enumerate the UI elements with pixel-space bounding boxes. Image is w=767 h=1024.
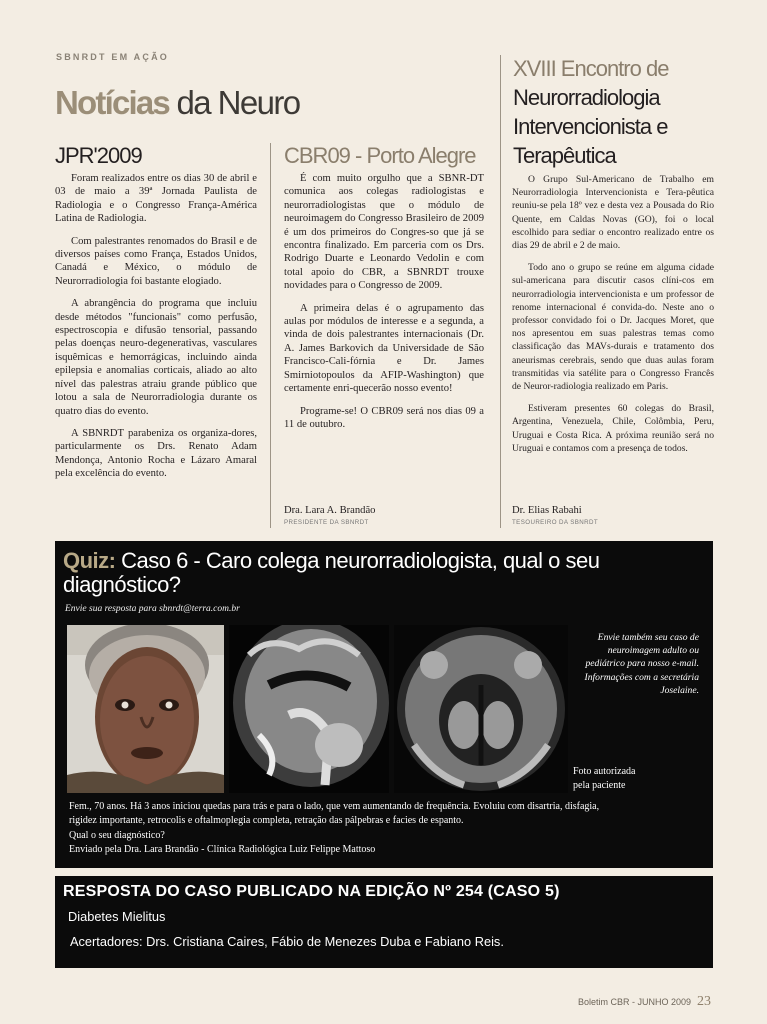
col2-paragraph: É com muito orgulho que a SBNR-DT comunica aos colegas radiologistas e neurorradiologistas que o módulo de neuroimagem do Congresso Brasileiro de 2009 é um dos primeiros do Congres-so que já se encontra finalizado. Em parceria com os Drs. Rodrigo Duarte e Leonardo Vedolin e com total apoio do CBR, a SBNRDT trouxe novidades para o Congresso de 2009. [284, 173, 484, 292]
quiz-title [63, 549, 703, 597]
col2-signature: Dra. Lara A. Brandão [284, 505, 376, 516]
quiz-question: Caso 6 - Caro colega neurorradiologista, qual o seu diagnóstico? [63, 548, 600, 597]
col3-title-line: XVIII Encontro de [513, 56, 669, 81]
quiz-description-line: Enviado pela Dra. Lara Brandão - Clínica Radiológica Luiz Felippe Mattoso [69, 843, 376, 855]
mri-axial-image [394, 625, 568, 793]
col3-title [513, 54, 713, 170]
patient-photo-image [67, 625, 224, 793]
col3-title-line: Neurorradiologia [513, 85, 660, 110]
page-number: 23 [697, 994, 711, 1009]
col2-paragraph: Programe-se! O CBR09 será nos dias 09 a 11 de outubro. [284, 405, 484, 430]
quiz-side-note: Envie também seu caso de neuroimagem adulto ou pediátrico para nosso e-mail. Informações com a secretária Joselaine. [584, 632, 699, 696]
mri-sagittal-graphic [229, 625, 389, 793]
page-title-rest: da Neuro [168, 84, 300, 121]
quiz-description [69, 800, 709, 857]
col3-role: TESOUREIRO DA SBNRDT [512, 519, 599, 526]
quiz-description-line: rigidez importante, retrocolis e oftalmoplegia completa, retração das pálpebras e facies de espanto. [69, 815, 464, 827]
quiz-box [55, 541, 713, 868]
mri-axial-graphic [394, 625, 568, 793]
photo-authorization-line: pela paciente [573, 780, 626, 791]
quiz-email-line: Envie sua resposta para sbnrdt@terra.com.br [65, 604, 240, 614]
col3-body [512, 173, 714, 464]
answer-winners: Acertadores: Drs. Cristiana Caires, Fábio de Menezes Duba e Fabiano Reis. [70, 934, 504, 949]
col1-title: JPR'2009 [55, 143, 142, 168]
col3-paragraph: O Grupo Sul-Americano de Trabalho em Neurorradiologia Intervencionista e Tera-pêutica reuniu-se pela 18º vez e desta vez a Pousada do Rio Quente, em Caldas Novas (GO), foi o local escolhido para sediar o encontro realizado entre os dias 29 de abril e 2 de maio. [512, 174, 714, 252]
col1-paragraph: A SBNRDT parabeniza os organiza-dores, particularmente os Drs. Renato Adam Mendonça, Antonio Rocha e Lázaro Amaral pela excelência do evento. [55, 427, 257, 480]
col2-body [284, 172, 484, 440]
quiz-description-line: Qual o seu diagnóstico? [69, 829, 165, 841]
col2-role: PRESIDENTE DA SBNRDT [284, 519, 369, 526]
col1-paragraph: A abrangência do programa que incluiu desde métodos "funcionais" como perfusão, espectroscopia e difusão tensorial, passando pelas doenças neuro-degenerativas, vasculares isquêmicas e hemorrágicas, incluindo ainda epilepsia e anomalias corticais, aliado ao alto nível das palestras atraiu grande público que lotou a sala de Neurorradiologia durante os quatro dias do evento. [55, 298, 257, 417]
col3-title-line: Terapêutica [513, 143, 616, 168]
answer-box [55, 876, 713, 968]
column-divider [270, 143, 271, 528]
quiz-description-line: Fem., 70 anos. Há 3 anos iniciou quedas para trás e para o lado, que vem aumentando de frequência. Evoluiu com disartria, disfagia, [69, 801, 600, 812]
col1-paragraph: Foram realizados entre os dias 30 de abril e 03 de maio a 39ª Jornada Paulista de Radiologia e o Congresso França-América Latina de Radiologia. [55, 173, 257, 225]
page-title [55, 84, 300, 122]
quiz-label: Quiz: [63, 548, 116, 573]
page-footer [578, 994, 711, 1010]
col3-paragraph: Estiveram presentes 60 colegas do Brasil, Argentina, Venezuela, Chile, Colômbia, Peru, Uruguai e Costa Rica. A próxima reunião será no Uruguai e contamos com a presença de todos. [512, 403, 714, 454]
answer-diagnosis: Diabetes Mielitus [68, 909, 166, 924]
footer-text: Boletim CBR - JUNHO 2009 [577, 997, 691, 1007]
col3-signature: Dr. Elias Rabahi [512, 505, 582, 516]
col1-paragraph: Com palestrantes renomados do Brasil e de diversos países como França, Estados Unidos, Canadá e México, o módulo de Neurorradiologia foi bastante elogiado. [55, 235, 257, 287]
col2-title: CBR09 - Porto Alegre [284, 143, 476, 168]
answer-title: RESPOSTA DO CASO PUBLICADO NA EDIÇÃO Nº 254 (CASO 5) [63, 883, 560, 900]
photo-authorization [573, 765, 635, 793]
section-label: SBNRDT EM AÇÃO [56, 52, 169, 62]
page-title-bold: Notícias [55, 84, 169, 121]
patient-photo [67, 625, 224, 793]
mri-sagittal-image [229, 625, 389, 793]
column-divider [500, 55, 501, 528]
col3-paragraph: Todo ano o grupo se reúne em alguma cidade sul-americana para discutir casos clíni-cos em neurorradiologia intervencionista e um professor de renome internacional é convida-do. Neste ano o professor convidado foi o Dr. Jacques Moret, que nos apresentou em suas palestras temas como classificação das MAVs-durais e tratamento dos aneurismas cerebrais, sendo que duas aulas foram transmitidas via satélite para o Congresso Francês de Neuror-radiologia realizado em Paris. [512, 262, 714, 393]
photo-authorization-line: Foto autorizada [573, 766, 636, 777]
col2-paragraph: A primeira delas é o agrupamento das aulas por módulos de interesse e a segunda, a vinda de dois palestrantes internacionais (Dr. A. James Barkovich da Universidade de São Francisco-Cali-fórnia e Dr. James Smirniotopoulos da AFIP-Washington) que certamente enri-quecerão nosso evento! [284, 302, 484, 395]
col3-title-line: Intervencionista e [513, 114, 668, 139]
col1-body [55, 172, 257, 490]
